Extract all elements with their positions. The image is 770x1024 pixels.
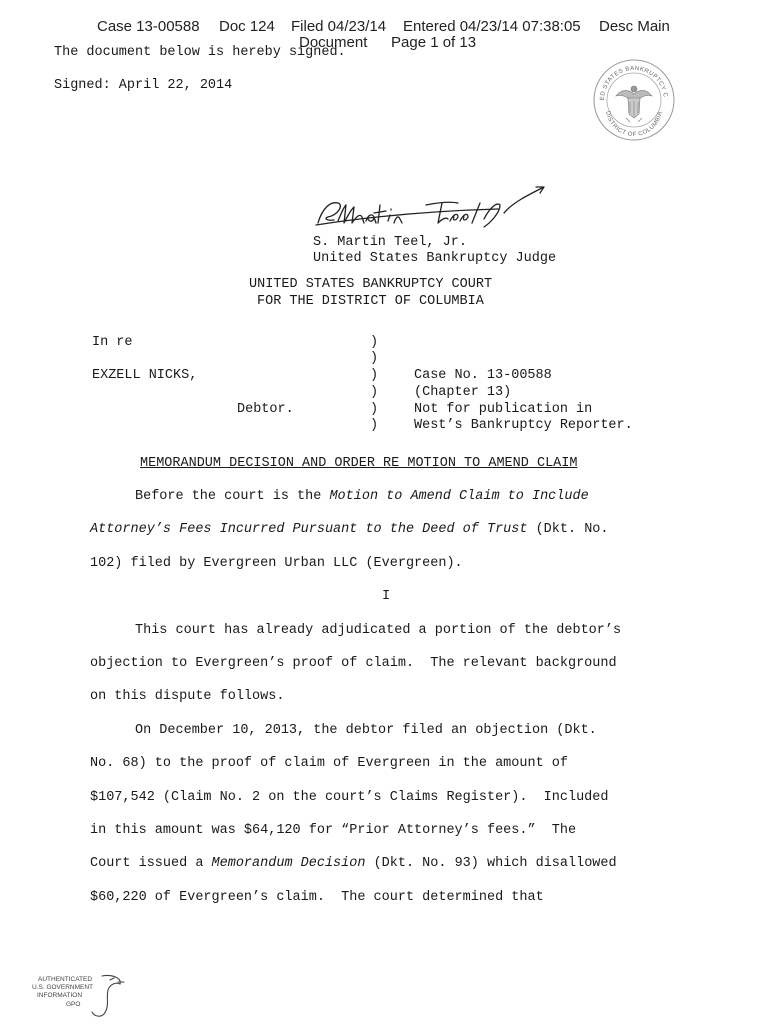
eagle-icon — [92, 975, 124, 1016]
caption-in-re: In re — [92, 335, 133, 350]
para3-line5: Court issued a Memorandum Decision (Dkt. No. 93) which disallowed — [90, 856, 617, 871]
header-page: Page 1 of 13 — [391, 34, 477, 51]
para2-line2: objection to Evergreen’s proof of claim. The relevant background — [90, 656, 617, 671]
header-entered: Entered 04/23/14 07:38:05 — [403, 18, 581, 35]
caption-paren: ) — [370, 335, 379, 350]
signed-notice: The document below is hereby signed. — [54, 45, 346, 60]
judge-name: S. Martin Teel, Jr. — [313, 235, 467, 250]
caption-publication-1: Not for publication in — [414, 402, 593, 417]
caption-paren: ) — [370, 368, 379, 383]
signed-date: Signed: April 22, 2014 — [54, 78, 233, 93]
court-name-line2: FOR THE DISTRICT OF COLUMBIA — [257, 294, 484, 309]
header-case: Case 13-00588 — [97, 18, 200, 35]
caption-role: Debtor. — [237, 402, 294, 417]
para3-line2: No. 68) to the proof of claim of Evergreen in the amount of — [90, 756, 568, 771]
svg-text:U.S. GOVERNMENT: U.S. GOVERNMENT — [32, 984, 94, 991]
para2-line1: This court has already adjudicated a portion of the debtor’s — [135, 623, 622, 638]
header-document: Document — [299, 34, 368, 51]
judge-title: United States Bankruptcy Judge — [313, 251, 557, 266]
header-doc: Doc 124 — [219, 18, 275, 35]
judge-signature — [308, 183, 553, 233]
para3-line6: $60,220 of Evergreen’s claim. The court determined that — [90, 890, 544, 905]
para1-line3: 102) filed by Evergreen Urban LLC (Evergreen). — [90, 556, 463, 571]
caption-paren: ) — [370, 351, 379, 366]
caption-party: EXZELL NICKS, — [92, 368, 198, 383]
gpo-authentication-logo — [30, 972, 130, 1020]
caption-case-no: Case No. 13-00588 — [414, 368, 552, 383]
court-name-line1: UNITED STATES BANKRUPTCY COURT — [249, 277, 493, 292]
caption-paren: ) — [370, 385, 379, 400]
eagle-icon — [616, 86, 652, 122]
para3-line4: in this amount was $64,120 for “Prior Attorney’s fees.” The — [90, 823, 577, 838]
document-title: MEMORANDUM DECISION AND ORDER RE MOTION TO AMEND CLAIM — [140, 456, 578, 471]
svg-text:GPO: GPO — [66, 1001, 81, 1008]
header-desc: Desc Main — [599, 18, 670, 35]
caption-chapter: (Chapter 13) — [414, 385, 512, 400]
para2-line3: on this dispute follows. — [90, 689, 285, 704]
seal-bottom-text: DISTRICT OF COLUMBIA — [604, 110, 664, 139]
para3-line3: $107,542 (Claim No. 2 on the court’s Claims Register). Included — [90, 790, 609, 805]
header-filed: Filed 04/23/14 — [291, 18, 387, 35]
caption-paren: ) — [370, 418, 379, 433]
seal-top-text: UNITED STATES BANKRUPTCY COURT — [589, 54, 668, 101]
svg-text:INFORMATION: INFORMATION — [37, 992, 83, 999]
court-seal — [589, 54, 676, 142]
section-heading: I — [382, 589, 391, 604]
para1-line2: Attorney’s Fees Incurred Pursuant to the Deed of Trust (Dkt. No. — [90, 522, 609, 537]
para1-line1: Before the court is the Motion to Amend Claim to Include — [135, 489, 589, 504]
svg-text:AUTHENTICATED: AUTHENTICATED — [38, 976, 93, 983]
caption-publication-2: West’s Bankruptcy Reporter. — [414, 418, 633, 433]
para3-line1: On December 10, 2013, the debtor filed an objection (Dkt. — [135, 723, 597, 738]
caption-paren: ) — [370, 402, 379, 417]
